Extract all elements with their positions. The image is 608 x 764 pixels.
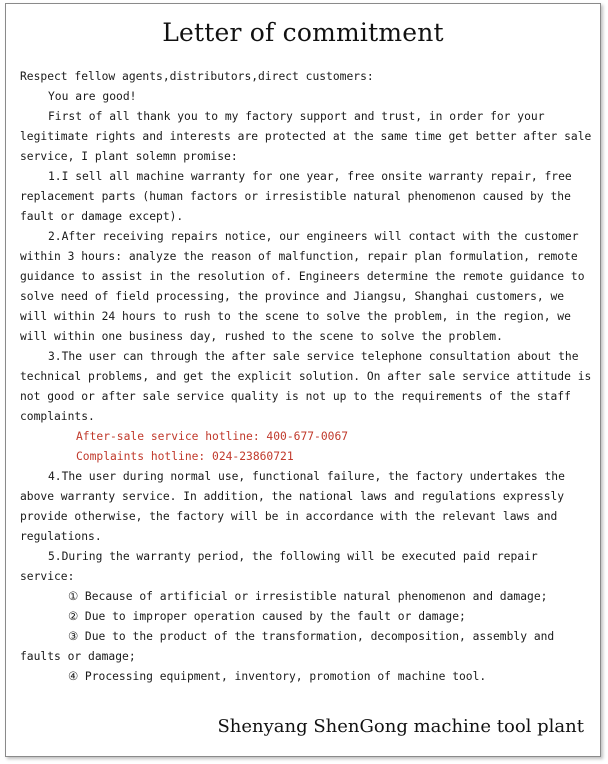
commitment-item-4: 4.The user during normal use, functional failure, the factory undertakes the above warranty service. In addition, the national laws and regulations expressly provide otherwise, the factory will be in accordance with the relevant laws and regulations. bbox=[20, 470, 565, 543]
commitment-item-1: 1.I sell all machine warranty for one year, free onsite warranty repair, free replacement parts (human factors or irresistible natural phenomenon caused by the fault or damage except). bbox=[20, 170, 572, 223]
service-hotline: After-sale service hotline: 400-677-0067 bbox=[76, 430, 349, 443]
complaints-hotline: Complaints hotline: 024-23860721 bbox=[76, 450, 294, 463]
letter-title: Letter of commitment bbox=[162, 18, 444, 47]
commitment-item-2: 2.After receiving repairs notice, our engineers will contact with the customer within 3 hours: analyze the reason of malfunction, repair plan formulation, remote guidance to assist in the resolution of. Engineers determine the remote guidance to solve need of field processing, the province and Jiangsu, Shanghai customers, we will within 24 hours to rush to the scene to solve the problem, in the region, we will within one business day, rushed to the scene to solve the problem. bbox=[20, 230, 585, 343]
letter-body bbox=[20, 67, 592, 687]
paid-repair-item-4: ④ Processing equipment, inventory, promotion of machine tool. bbox=[68, 670, 487, 683]
commitment-item-3: 3.The user can through the after sale service telephone consultation about the technical problems, and get the explicit solution. On after sale service attitude is not good or after sale service quality is not up to the requirements of the staff complaints. bbox=[20, 350, 592, 423]
you-are-good-line: You are good! bbox=[48, 90, 137, 103]
greeting-line: Respect fellow agents,distributors,direct customers: bbox=[20, 70, 374, 83]
intro-paragraph: First of all thank you to my factory support and trust, in order for your legitimate rights and interests are protected at the same time get better after sale service, I plant solemn promise: bbox=[20, 110, 592, 163]
letter-page bbox=[5, 3, 601, 757]
paid-repair-item-1: ① Because of artificial or irresistible natural phenomenon and damage; bbox=[68, 590, 548, 603]
paid-repair-item-3: ③ Due to the product of the transformation, decomposition, assembly and faults or damage; bbox=[20, 630, 555, 663]
commitment-item-5: 5.During the warranty period, the following will be executed paid repair service: bbox=[20, 550, 538, 583]
company-signature: Shenyang ShenGong machine tool plant bbox=[217, 716, 584, 737]
paid-repair-item-2: ② Due to improper operation caused by the fault or damage; bbox=[68, 610, 466, 623]
